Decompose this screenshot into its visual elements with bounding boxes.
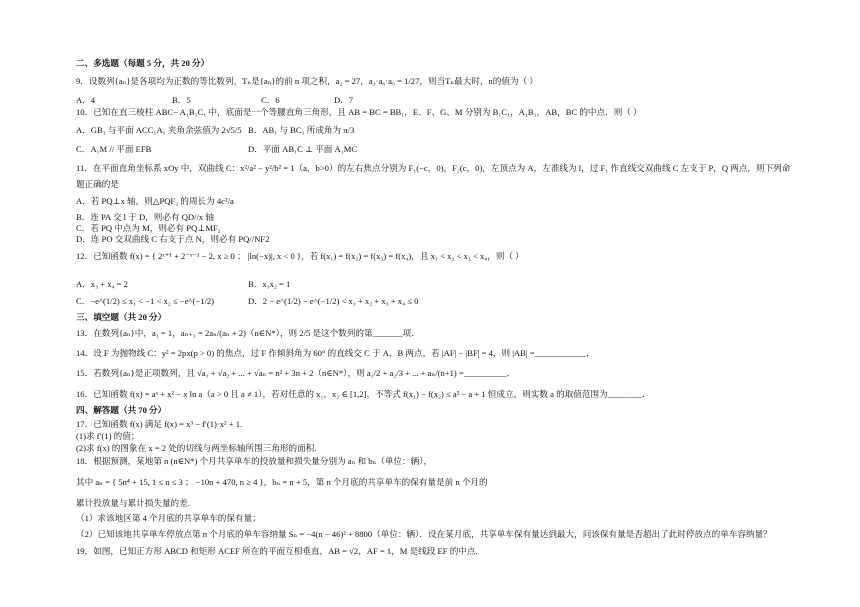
q10-option-c: C．A₁M // 平面 EFB [76, 144, 152, 154]
q9-option-d: D．7 [334, 95, 354, 105]
question-10-stem: 10．已知在直三棱柱 ABC− A₁B₁C₁ 中，底面是一个等腰直角三角形，且 AB = BC = BB₁，E、F、G、M 分别为 B₁C₁，A₁B₁，AB，BC 的中点．则（ ） [76, 107, 642, 117]
question-9-stem: 9．设数列{aₙ}是各项均为正数的等比数列，Tₙ是{aₙ}的前 n 项之积，a₂ = 27，a₃·a₆·a₉ = 1/27，则当Tₙ最大时，n的值为（ ） [76, 76, 538, 86]
q12-option-a: A．x₃ + x₄ = 2 [76, 279, 128, 289]
q10-option-a: A．GB₁ 与平面 ACC₁A₁ 夹角余弦值为 2√5/5 [76, 125, 242, 135]
q10-option-d: D．平面 AB₁C ⊥ 平面 A₁MC [248, 144, 358, 154]
question-13: 13．在数列{aₙ}中，a₁ = 1，aₙ₊₁ = 2aₙ/(aₙ + 2)（n∈N*），则 2/5 是这个数列的第_______项． [76, 328, 420, 338]
section-title-multiple-choice: 二、多选题（每题 5 分，共 20 分） [76, 58, 210, 68]
question-18-stem: 18．根据预测，某地第 n (n∈N*) 个月共享单车的投放量和损失量分别为 aₙ 和 bₙ（单位：辆）， [76, 456, 433, 466]
q11-option-c: C．若 PQ 中点为 M，则必有 PQ⊥MF₂ [76, 223, 221, 233]
question-18-definition: 累计投放量与累计损失量的差. [76, 498, 190, 508]
question-15: 15．若数列{aₙ}是正项数列，且 √a₁ + √a₂ + ... + √aₙ = n² + 3n + 2（n∈N*），则 a₁/2 + a₂/3 + ... + aₙ/(n+1) =__________． [76, 368, 516, 378]
section-title-fill-in: 三、填空题（共 20 分） [76, 312, 167, 322]
question-12-stem: 12．已知函数 f(x) = { 2ˣ⁺¹ + 2⁻ˣ⁻¹ − 2, x ≥ 0 ； |ln(−x)|, x < 0 }，若 f(x₁) = f(x₂) = f(x₃) = f(x₄)，且 x₁ < x₂ < x₃ < x₄，则（ ） [76, 251, 524, 261]
question-11-stem: 11．在平面直角坐标系 xOy 中，双曲线 C：x²/a² − y²/b² = 1（a，b>0）的左右焦点分别为 F₁(−c，0)，F₂(c，0)，左顶点为 A，左准线为 l，过 F₁ 作直线交双曲线 C 左支于 P，Q 两点，则下列命 [76, 163, 791, 173]
question-18-part-2: （2）已知该地共享单车停放点第 n 个月底的单车容纳量 Sₙ = −4(n − 46)² + 8800（单位：辆）．设在某月底，共享单车保有量达到最大，问该保有量是否超出了此时停放点的单车容纳量？ [76, 529, 772, 539]
q9-option-c: C．6 [261, 95, 280, 105]
q12-option-d: D．2 − e^(1/2) − e^(−1/2) < x₁ + x₂ + x₃ + x₄ ≤ 0 [248, 296, 419, 306]
q12-option-c: C．−e^(1/2) ≤ x₁ < −1 < x₂ ≤ −e^(−1/2) [76, 296, 215, 306]
q12-option-b: B．x₁x₂ = 1 [248, 279, 291, 289]
q11-option-d: D．连 PO 交双曲线 C 右支于点 N，则必有 PQ//NF2 [76, 234, 270, 244]
question-14: 14．设 F 为抛物线 C：y² = 2px(p > 0) 的焦点，过 F 作倾斜角为 60° 的直线交 C 于 A，B 两点，若 |AF| − |BF| = 4，则 |AB| =____________． [76, 348, 595, 358]
question-17-part-2: (2)求 f(x) 的图象在 x = 2 处的切线与两坐标轴所围三角形的面积. [76, 443, 317, 453]
q9-option-a: A．4 [76, 95, 96, 105]
question-17-part-1: (1)求 f′(1) 的值； [76, 431, 140, 441]
question-17-stem: 17．已知函数 f(x) 满足 f(x) = x³ − f′(1)·x² + 1. [76, 419, 243, 429]
question-18-formula: 其中 aₙ = { 5n⁴ + 15, 1 ≤ n ≤ 3 ； −10n + 470, n ≥ 4 }，bₙ = n + 5，第 n 个月底的共享单车的保有量是前 n 个月的 [76, 477, 488, 487]
question-11-stem-cont: 题正确的是 [76, 179, 119, 189]
question-18-part-1: （1）求该地区第 4 个月底的共享单车的保有量； [76, 513, 261, 523]
section-title-solutions: 四、解答题（共 70 分） [76, 405, 167, 415]
question-19-stem: 19．如图，已知正方形 ABCD 和矩形 ACEF 所在的平面互相垂直，AB = √2，AF = 1，M 是线段 EF 的中点. [76, 546, 478, 556]
question-16: 16．已知函数 f(x) = aˣ + x² − x ln a（a > 0 且 a ≠ 1），若对任意的 x₁，x₂ ∈ [1,2]，不等式 f(x₁) − f(x₂) ≤ a² − a + 1 恒成立，则实数 a 的取值范围为________． [76, 389, 651, 399]
q11-option-b: B．连 PA 交 l 于 D，则必有 QD//x 轴 [76, 212, 214, 222]
q11-option-a: A．若 PQ⊥x 轴，则△PQF₂ 的周长为 4c²/a [76, 196, 234, 206]
q9-option-b: B．5 [172, 95, 191, 105]
q10-option-b: B．AB₁ 与 BC₁ 所成角为 π/3 [248, 125, 355, 135]
